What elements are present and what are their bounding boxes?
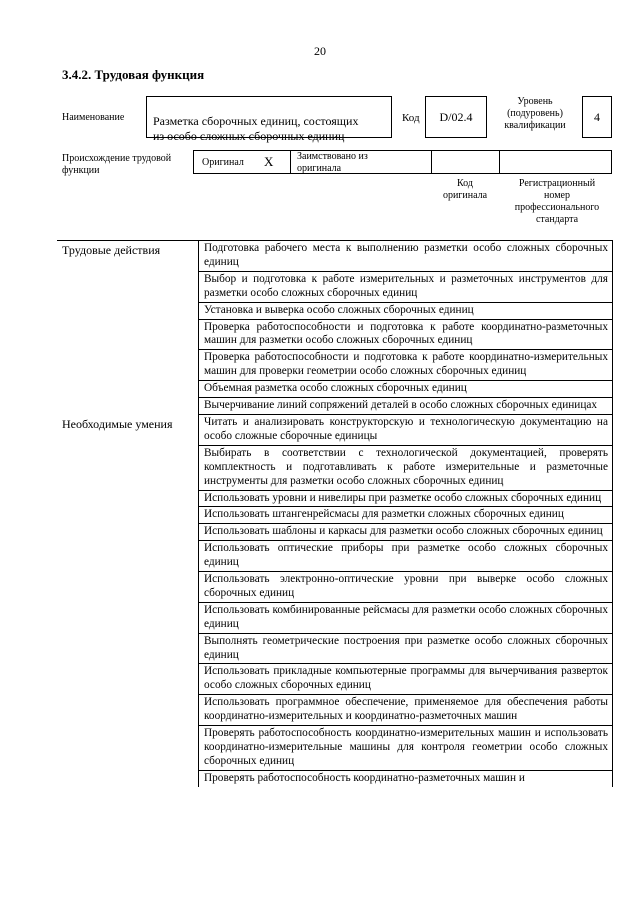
group-label: Необходимые умения (62, 416, 173, 431)
group-required-skills (57, 415, 613, 787)
page-number: 20 (314, 44, 326, 58)
original-mark: X (264, 154, 274, 169)
section-title: 3.4.2. Трудовая функция (62, 67, 205, 82)
group-items (198, 241, 613, 415)
group-label: Трудовые действия (62, 243, 161, 257)
list-item: Проверять работоспособность координатно-измерительных машин и использовать координатно-измерительные машины для контроля геометрии особо сложных сборочных единиц (199, 726, 613, 771)
code-value: D/02.4 (439, 109, 473, 124)
list-item: Проверять работоспособность координатно-разметочных машин и (199, 771, 613, 787)
function-table (57, 240, 613, 787)
code-label: Код (402, 112, 420, 124)
level-value: 4 (594, 109, 600, 124)
list-item: Использовать прикладные компьютерные программы для вычерчивания разверток особо сложных сборочных единиц (199, 664, 613, 695)
list-item: Подготовка рабочего места к выполнению разметки особо сложных сборочных единиц (199, 241, 613, 272)
list-item: Выбор и подготовка к работе измерительных и разметочных инструментов для разметки особо сложных сборочных единиц (199, 272, 613, 303)
list-item: Использовать программное обеспечение, применяемое для обеспечения работы координатно-измерительных и координатно-разметочных машин (199, 695, 613, 726)
original-code-cell (432, 151, 500, 173)
origin-label: Происхождение трудовой функции (62, 153, 172, 176)
registration-caption: Регистрационный номер профессионального стандарта (514, 178, 600, 225)
group-labor-actions (57, 241, 613, 415)
code-box (425, 96, 487, 138)
group-items (198, 415, 613, 787)
borrowed-cell (291, 151, 432, 173)
original-code-caption: Код оригинала (442, 178, 488, 201)
list-item: Вычерчивание линий сопряжений деталей в особо сложных сборочных единицах (199, 398, 613, 415)
function-name-value: Разметка сборочных единиц, состоящих из особо сложных сборочных единиц (153, 114, 359, 143)
list-item: Использовать уровни и нивелиры при разметке особо сложных сборочных единиц (199, 491, 613, 508)
borrowed-label: Заимствовано из оригинала (297, 151, 368, 174)
list-item: Проверка работоспособности и подготовка к работе координатно-измерительных машин для проверки геометрии особо сложных сборочных единиц (199, 350, 613, 381)
list-item: Выбирать в соответствии с технологической документацией, проверять комплектность и подготавливать к работе измерительные и разметочные инструменты для разметки особо сложных сборочных единиц (199, 446, 613, 491)
origin-row (193, 150, 612, 174)
list-item: Использовать комбинированные рейсмасы для разметки особо сложных сборочных единиц (199, 603, 613, 634)
list-item: Использовать оптические приборы при разметке особо сложных сборочных единиц (199, 541, 613, 572)
original-label: Оригинал (202, 157, 244, 168)
list-item: Установка и выверка особо сложных сборочных единиц (199, 303, 613, 320)
function-name-box (146, 96, 392, 143)
original-cell (194, 151, 291, 173)
name-label: Наименование (62, 112, 125, 123)
list-item: Проверка работоспособности и подготовка к работе координатно-разметочных машин для разметки особо сложных сборочных единиц (199, 320, 613, 351)
list-item: Использовать электронно-оптические уровни при выверке особо сложных сборочных единиц (199, 572, 613, 603)
level-label: Уровень (подуровень) квалификации (504, 96, 566, 131)
level-box (582, 96, 612, 138)
list-item: Читать и анализировать конструкторскую и технологическую документацию на особо сложные сборочные единицы (199, 415, 613, 446)
list-item: Использовать штангенрейсмасы для разметки сложных сборочных единиц (199, 507, 613, 524)
list-item: Выполнять геометрические построения при разметке особо сложных сборочных единиц (199, 634, 613, 665)
registration-number-cell (500, 151, 611, 173)
list-item: Использовать шаблоны и каркасы для разметки особо сложных сборочных единиц (199, 524, 613, 541)
list-item: Объемная разметка особо сложных сборочных единиц (199, 381, 613, 398)
